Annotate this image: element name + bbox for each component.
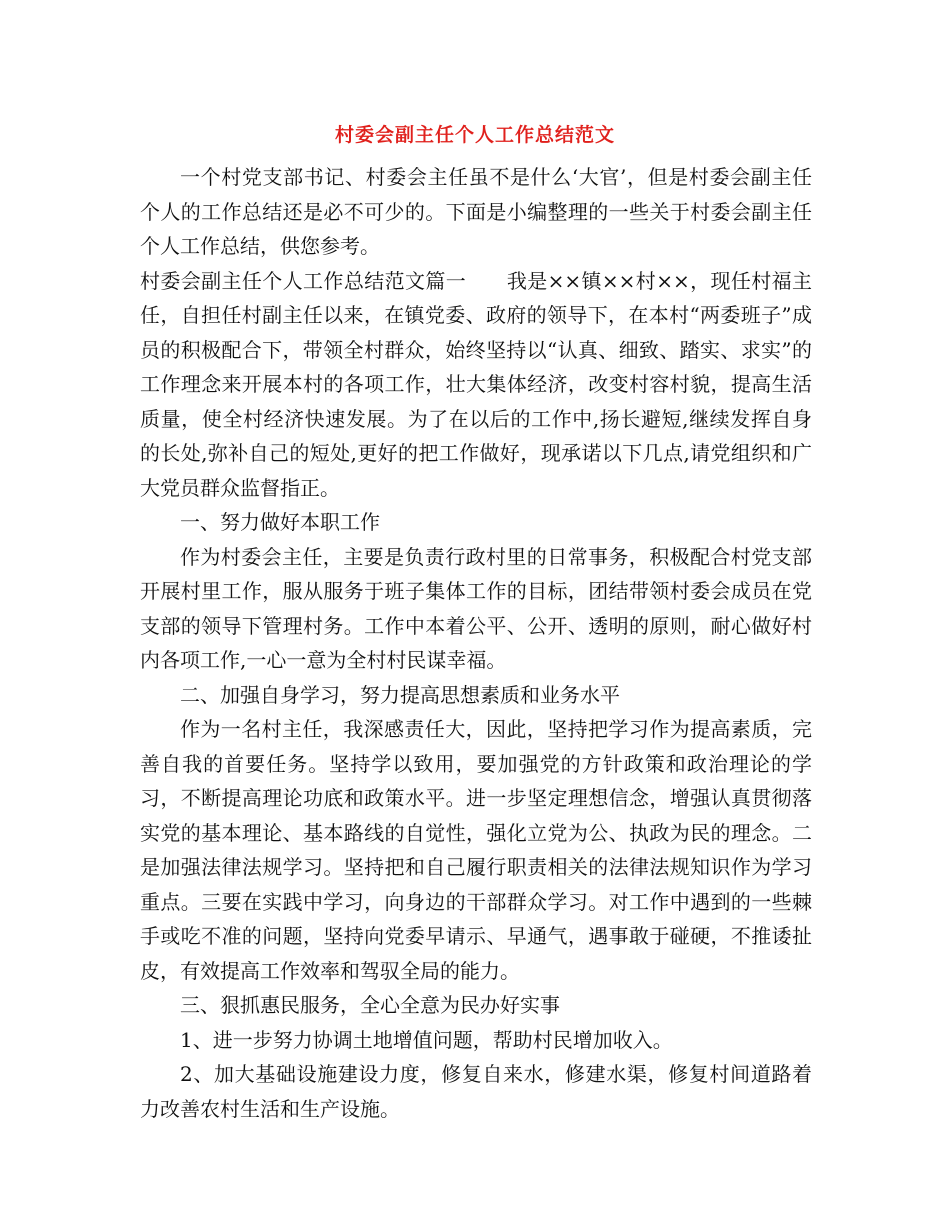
heading-study: 二、加强自身学习，努力提高思想素质和业务水平 <box>180 682 620 707</box>
section-one-opening-paragraph: 村委会副主任个人工作总结范文篇一 我是××镇××村××，现任村福主任，自担任村副主任以来，在镇党委、政府的领导下，在本村“两委班子”成员的积极配合下，带领全村群众，始终坚持以“认真、细致、踏实、求实”的工作理念来开展本村的各项工作，壮大集体经济，改变村容村貌，提高生活质量，使全村经济快速发展。为了在以后的工作中,扬长避短,继续发挥自身的长处,弥补自己的短处,更好的把工作做好，现承诺以下几点,请党组织和广大党员群众监督指正。 <box>140 268 812 500</box>
document-body <box>140 160 812 1126</box>
paragraph-duty: 作为村委会主任，主要是负责行政村里的日常事务，积极配合村党支部开展村里工作，服从服务于班子集体工作的目标，团结带领村委会成员在党支部的领导下管理村务。工作中本着公平、公开、透明的原则，耐心做好村内各项工作,一心一意为全村村民谋幸福。 <box>140 544 812 672</box>
document-title: 村委会副主任个人工作总结范文 <box>334 124 615 146</box>
paragraph-study: 作为一名村主任，我深感责任大，因此，坚持把学习作为提高素质，完善自我的首要任务。坚持学以致用，要加强党的方针政策和政治理论的学习，不断提高理论功底和政策水平。进一步坚定理想信念，增强认真贯彻落实党的基本理论、基本路线的自觉性，强化立党为公、执政为民的理念。二是加强法律法规学习。坚持把和自己履行职责相关的法律法规知识作为学习重点。三要在实践中学习，向身边的干部群众学习。对工作中遇到的一些棘手或吃不准的问题，坚持向党委早请示、早通气，遇事敢于碰硬，不推诿扯皮，有效提高工作效率和驾驭全局的能力。 <box>140 717 812 983</box>
intro-paragraph: 一个村党支部书记、村委会主任虽不是什么‘大官’，但是村委会副主任个人的工作总结还是必不可少的。下面是小编整理的一些关于村委会副主任个人工作总结，供您参考。 <box>140 165 812 258</box>
list-item-land: 1、进一步努力协调土地增值问题，帮助村民增加收入。 <box>180 1027 673 1052</box>
list-item-infrastructure: 2、加大基础设施建设力度，修复自来水，修建水渠，修复村间道路着力改善农村生活和生产设施。 <box>140 1062 812 1121</box>
heading-duty: 一、努力做好本职工作 <box>180 510 380 534</box>
heading-service: 三、狠抓惠民服务，全心全意为民办好实事 <box>180 993 560 1017</box>
